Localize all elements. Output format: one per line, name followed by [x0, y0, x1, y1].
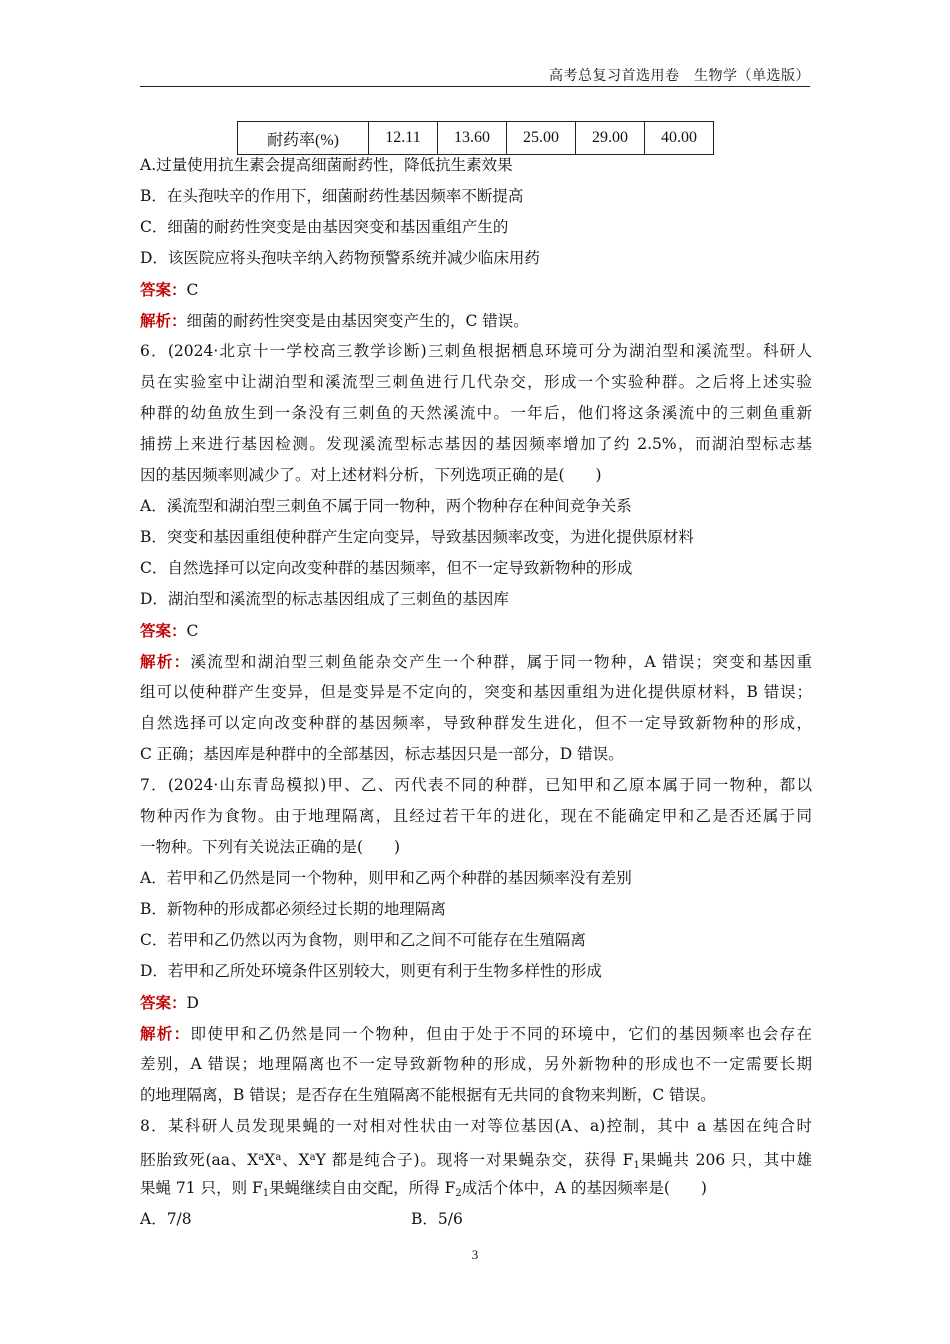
q6-analysis-line: 自然选择可以定向改变种群的基因频率，导致种群发生进化，但不一定导致新物种的形成，	[140, 714, 812, 732]
superscript: a	[275, 1152, 282, 1163]
q7-analysis-line	[140, 1018, 812, 1049]
q5-option-a: A.过量使用抗生素会提高细菌耐药性，降低抗生素效果	[140, 156, 513, 174]
q5-analysis	[140, 305, 812, 336]
table-row-label: 耐药率(%)	[238, 122, 369, 155]
q7-analysis-line: 的地理隔离，B 错误；是否存在生殖隔离不能根据有无共同的食物来判断，C 错误。	[140, 1086, 716, 1104]
superscript: a	[258, 1152, 265, 1163]
q5-answer	[140, 274, 812, 305]
q8-stem-line: 8．某科研人员发现果蝇的一对相对性状由一对等位基因(A、a)控制，其中 a 基因在纯合时	[140, 1117, 812, 1135]
q8-text: X	[264, 1151, 276, 1169]
page-header	[140, 62, 810, 87]
q7-option-d: D．若甲和乙所处环境条件区别较大，则更有利于生物多样性的形成	[140, 962, 602, 980]
answer-value: C	[186, 622, 199, 640]
q8-text: 果蝇共 206 只，其中雄	[639, 1151, 812, 1169]
analysis-label: 解析：	[140, 652, 191, 671]
q6-analysis-line: 组可以使种群产生变异，但是变异是不定向的，突变和基因重组为进化提供原材料，B 错误；	[140, 683, 812, 701]
analysis-text: 即使甲和乙仍然是同一个物种，但由于处于不同的环境中，它们的基因频率也会存在	[190, 1025, 812, 1043]
q6-analysis-line	[140, 646, 812, 677]
q8-text: 果蝇 71 只，则 F	[140, 1179, 263, 1197]
table-cell: 12.11	[369, 122, 438, 155]
q6-analysis-line: C 正确；基因库是种群中的全部基因，标志基因只是一部分，D 错误。	[140, 745, 624, 763]
q6-option-a: A．溪流型和湖泊型三刺鱼不属于同一物种，两个物种存在种间竞争关系	[140, 497, 632, 515]
q5-option-c: C．细菌的耐药性突变是由基因突变和基因重组产生的	[140, 218, 509, 236]
q8-choices	[140, 1204, 812, 1235]
analysis-label: 解析：	[140, 311, 187, 330]
subscript: 2	[455, 1188, 462, 1199]
q8-stem-line	[140, 1173, 812, 1204]
subscript: 1	[262, 1188, 270, 1199]
answer-label: 答案：	[140, 280, 187, 299]
analysis-text: 溪流型和湖泊型三刺鱼能杂交产生一个种群，属于同一物种，A 错误；突变和基因重	[190, 653, 812, 671]
q8-option-b: B．5/6	[411, 1210, 463, 1228]
q5-option-d: D．该医院应将头孢呋辛纳入药物预警系统并减少临床用药	[140, 249, 540, 267]
page-content	[140, 150, 812, 1235]
q7-stem-line: 7．(2024·山东青岛模拟)甲、乙、丙代表不同的种群，已知甲和乙原本属于同一物种，都以	[140, 776, 812, 794]
header-title: 高考总复习首选用卷 生物学（单选版）	[549, 68, 810, 84]
q6-stem-line: 员在实验室中让湖泊型和溪流型三刺鱼进行几代杂交，形成一个实验种群。之后将上述实验	[140, 373, 812, 391]
q8-text: 胚胎致死(aa、X	[140, 1151, 259, 1169]
analysis-text: 细菌的耐药性突变是由基因突变产生的，C 错误。	[186, 312, 529, 330]
q7-stem-line: 物种丙作为食物。由于地理隔离，且经过若干年的进化，现在不能确定甲和乙是否还属于同	[140, 807, 812, 825]
q6-stem-line: 6．(2024·北京十一学校高三教学诊断)三刺鱼根据栖息环境可分为湖泊型和溪流型。科研人	[140, 342, 812, 360]
q6-option-d: D．湖泊型和溪流型的标志基因组成了三刺鱼的基因库	[140, 590, 509, 608]
q8-text: 果蝇继续自由交配，所得 F	[269, 1179, 456, 1197]
page-number: 3	[471, 1247, 479, 1262]
analysis-label: 解析：	[140, 1024, 191, 1043]
answer-value: D	[186, 994, 199, 1012]
q7-analysis-line: 差别，A 错误；地理隔离也不一定导致新物种的形成，另外新物种的形成也不一定需要长期	[140, 1055, 812, 1073]
answer-value: C	[186, 281, 199, 299]
answer-label: 答案：	[140, 993, 187, 1012]
table-cell: 13.60	[438, 122, 507, 155]
q7-option-c: C．若甲和乙仍然以丙为食物，则甲和乙之间不可能存在生殖隔离	[140, 931, 586, 949]
q7-stem-line: 一物种。下列有关说法正确的是( )	[140, 838, 401, 856]
superscript: a	[309, 1152, 316, 1163]
q6-option-b: B．突变和基因重组使种群产生定向变异，导致基因频率改变，为进化提供原材料	[140, 528, 694, 546]
q5-option-b: B．在头孢呋辛的作用下，细菌耐药性基因频率不断提高	[140, 187, 524, 205]
q7-option-b: B．新物种的形成都必须经过长期的地理隔离	[140, 900, 446, 918]
table-cell: 40.00	[645, 122, 714, 155]
q8-text: Y 都是纯合子)。现将一对果蝇杂交，获得 F	[315, 1151, 634, 1169]
q8-option-a: A．7/8	[140, 1210, 192, 1228]
q6-stem-line: 因的基因频率则减少了。对上述材料分析，下列选项正确的是( )	[140, 466, 602, 484]
q8-text: 、X	[281, 1151, 310, 1169]
q7-option-a: A．若甲和乙仍然是同一个物种，则甲和乙两个种群的基因频率没有差别	[140, 869, 632, 887]
table-cell: 25.00	[507, 122, 576, 155]
q7-answer	[140, 987, 812, 1018]
subscript: 1	[633, 1160, 640, 1171]
q6-option-c: C．自然选择可以定向改变种群的基因频率，但不一定导致新物种的形成	[140, 559, 633, 577]
table-cell: 29.00	[576, 122, 645, 155]
q6-answer	[140, 615, 812, 646]
q6-stem-line: 种群的幼鱼放生到一条没有三刺鱼的天然溪流中。一年后，他们将这条溪流中的三刺鱼重新	[140, 404, 812, 422]
q8-stem-line	[140, 1142, 812, 1173]
q8-text: 成活个体中，A 的基因频率是( )	[461, 1179, 707, 1197]
answer-label: 答案：	[140, 621, 187, 640]
q6-stem-line: 捕捞上来进行基因检测。发现溪流型标志基因的基因频率增加了约 2.5%，而湖泊型标志基	[140, 435, 812, 453]
